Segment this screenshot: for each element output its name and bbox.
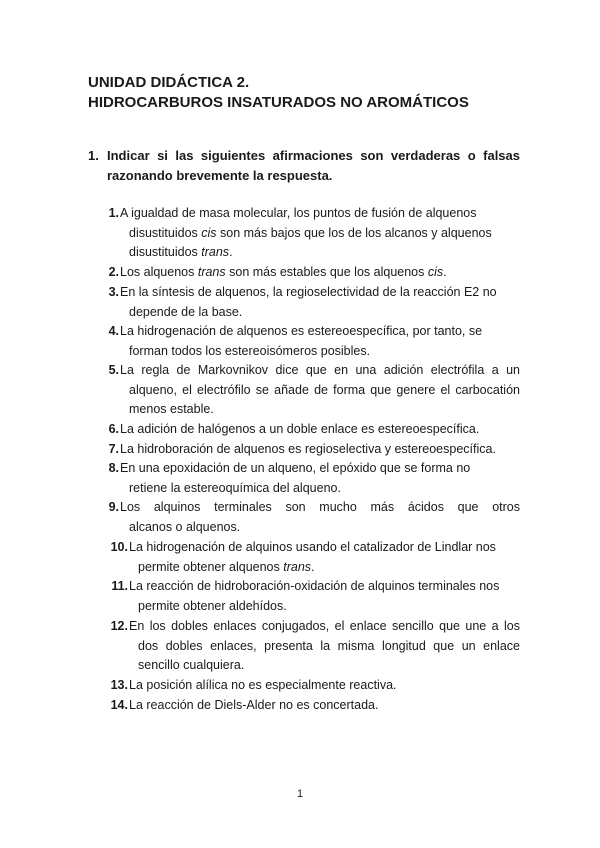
item-text: [120, 283, 520, 322]
item-text-part: son más bajos que los de los alcanos y alquenos: [216, 225, 492, 240]
item-text-line: alcanos o alquenos.: [129, 519, 241, 534]
item-text-part: Los alquenos: [120, 265, 198, 279]
item-text-italic: cis: [427, 265, 444, 279]
item-number: 1.: [108, 206, 119, 220]
item-text-part: son más estables que los alquenos: [225, 265, 428, 279]
item-text: [129, 577, 520, 616]
page-number: 1: [296, 788, 304, 800]
item-text-part: disustituidos: [129, 225, 202, 240]
item-number: 14.: [110, 698, 128, 712]
item-text-part: .: [229, 245, 233, 260]
item-number: 2.: [108, 265, 119, 279]
page-heading: [88, 73, 469, 113]
item-text: La hidroboración de alquenos es regioselectiva y estereoespecífica.: [120, 442, 496, 456]
item-text-italic: trans: [201, 245, 230, 260]
item-number: 5.: [108, 363, 119, 377]
item-number: 10.: [110, 540, 128, 554]
item-text-part: disustituidos: [129, 245, 202, 260]
item-text-part: En los dobles enlaces conjugados, el enlace sencillo que une a los: [129, 619, 520, 633]
item-text-part: permite obtener alquenos: [138, 559, 284, 574]
item-text-part: La regla de Markovnikov dice que en una adición electrófila a un: [120, 363, 520, 377]
item-text: [120, 263, 520, 283]
item-text-line: forman todos los estereoisómeros posibles.: [129, 343, 371, 358]
item-text-line: permite obtener aldehídos.: [138, 598, 287, 613]
question-text: Indicar si las siguientes afirmaciones son verdaderas o falsas razonando brevemente la respuesta.: [107, 148, 520, 183]
item-number: 8.: [108, 461, 119, 475]
item-number: 12.: [110, 619, 128, 633]
item-text-part: La reacción de hidroboración-oxidación de alquinos terminales nos: [129, 579, 500, 593]
item-text-line: dos dobles enlaces, presenta la misma longitud que un enlace: [138, 638, 520, 653]
item-text-italic: trans: [197, 265, 226, 279]
item-text-line: depende de la base.: [129, 304, 243, 319]
item-number: 3.: [108, 285, 119, 299]
item-text: [120, 498, 520, 537]
item-text-italic: cis: [201, 225, 217, 240]
item-text-part: .: [443, 265, 447, 279]
item-text-line: menos estable.: [129, 402, 214, 417]
item-number: 7.: [108, 442, 119, 456]
unit-title: UNIDAD DIDÁCTICA 2.: [88, 74, 250, 91]
item-number: 6.: [108, 422, 119, 436]
item-text-part: La hidrogenación de alquenos es estereoespecífica, por tanto, se: [120, 324, 483, 338]
item-text-line: sencillo cualquiera.: [138, 658, 245, 673]
item-text-italic: trans: [283, 559, 312, 574]
item-number: 13.: [110, 678, 128, 692]
unit-subtitle: HIDROCARBUROS INSATURADOS NO AROMÁTICOS: [88, 94, 469, 111]
question-number: 1.: [88, 148, 99, 163]
item-text-line: [120, 224, 520, 244]
item-text-part: A igualdad de masa molecular, los puntos de fusión de alquenos: [120, 206, 477, 220]
item-text: [129, 617, 520, 676]
item-number: 11.: [111, 579, 128, 593]
item-text: La posición alílica no es especialmente reactiva.: [129, 678, 397, 692]
item-number: 9.: [108, 500, 119, 514]
item-text: [129, 538, 520, 577]
item-text: La adición de halógenos a un doble enlace es estereoespecífica.: [120, 422, 480, 436]
item-text-line: retiene la estereoquímica del alqueno.: [129, 480, 341, 495]
item-text: [120, 361, 520, 420]
item-text-line: alqueno, el electrófilo se añade de forma que genere el carbocatión: [129, 382, 520, 397]
item-text-part: En una epoxidación de un alqueno, el epóxido que se forma no: [120, 461, 471, 475]
item-text: [120, 322, 520, 361]
item-text-part: En la síntesis de alquenos, la regioselectividad de la reacción E2 no: [120, 285, 497, 299]
item-text-part: La hidrogenación de alquinos usando el catalizador de Lindlar nos: [129, 540, 496, 554]
item-text-part: Los alquinos terminales son mucho más ácidos que otros: [120, 500, 520, 514]
item-text-part: .: [311, 559, 315, 574]
item-text: La reacción de Diels-Alder no es concertada.: [129, 698, 379, 712]
item-text: [120, 204, 520, 263]
item-text-line: [129, 558, 520, 578]
item-text-line: [120, 243, 520, 263]
item-text: [120, 459, 520, 498]
item-number: 4.: [108, 324, 119, 338]
